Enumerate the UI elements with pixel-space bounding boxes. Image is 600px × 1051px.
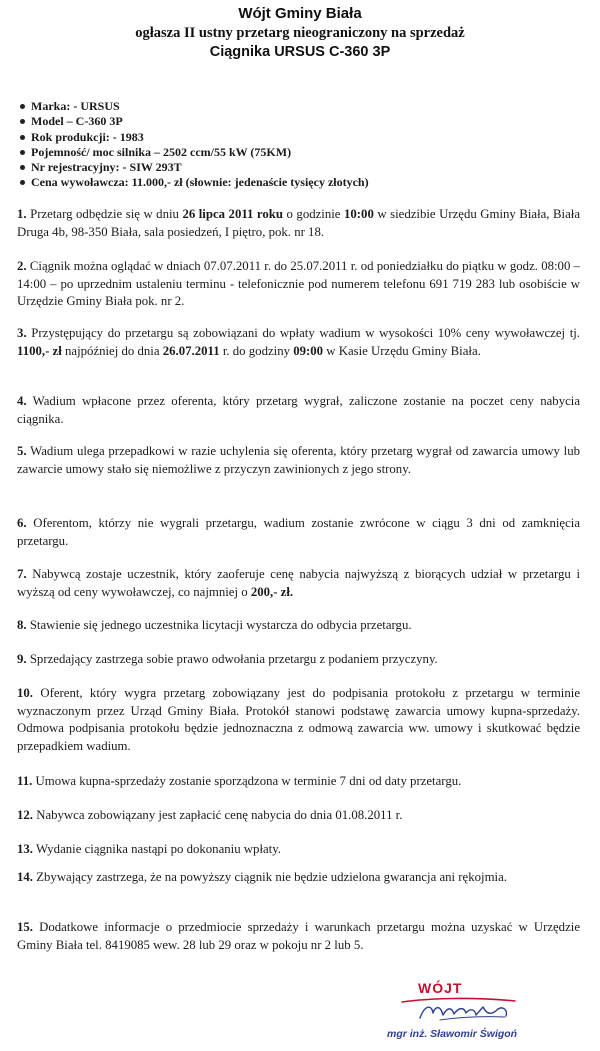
- paragraph-number: 9.: [17, 652, 27, 666]
- paragraph-2: 2. Ciągnik można oglądać w dniach 07.07.2011 r. do 25.07.2011 r. od poniedziałku do piątku w godz. 08:00 – 14:00 – po uprzednim ustaleniu terminu - telefonicznie pod numerem telefonu 691 719 283 lub osobiście w Urzędzie Gminy Biała pok. nr 2.: [17, 259, 581, 308]
- paragraph-number: 7.: [17, 567, 27, 581]
- auction-date: 26 lipca 2011 roku: [182, 207, 284, 221]
- paragraph-12: 12. Nabywca zobowiązany jest zapłacić cenę nabycia do dnia 01.08.2011 r.: [17, 808, 403, 822]
- paragraph-6: 6. Oferentom, którzy nie wygrali przetargu, wadium zostanie zwrócone w ciągu 3 dni od zamknięcia przetargu.: [17, 516, 580, 548]
- paragraph-number: 13.: [17, 842, 33, 856]
- paragraph-15: 15. Dodatkowe informacje o przedmiocie sprzedaży i warunkach przetargu można uzyskać w Urzędzie Gminy Biała tel. 8419085 wew. 28 lub 29 oraz w pokoju nr 2 lub 5.: [17, 920, 580, 952]
- paragraph-number: 15.: [17, 920, 33, 934]
- spec-item-model: Model – C-360 3P: [20, 114, 595, 129]
- paragraph-14: 14. Zbywający zastrzega, że na powyższy ciągnik nie będzie udzielona gwarancja ani rękojmia.: [17, 870, 507, 884]
- paragraph-number: 4.: [17, 394, 27, 408]
- paragraph-number: 11.: [17, 774, 33, 788]
- spec-item-brand: Marka: - URSUS: [20, 99, 595, 114]
- item-title: Ciągnika URSUS C-360 3P: [209, 44, 391, 60]
- spec-item-price: Cena wywoławcza: 11.000,- zł (słownie: jedenaście tysięcy złotych): [20, 175, 595, 190]
- spec-list: [20, 99, 595, 191]
- deposit-amount: 1100,- zł: [17, 343, 62, 358]
- paragraph-10: 10. Oferent, który wygra przetarg zobowiązany jest do podpisania protokołu z przetargu w terminie wyznaczonym przez Urząd Gminy Biała. Protokół stanowi podstawę zawarcia umowy kupna-sprzedaży. Odmowa podpisania protokołu będzie jednoznaczna z odmową zawarcia ww. umowy i skutkować będzie przepadkiem wadium.: [17, 686, 580, 753]
- spec-item-year: Rok produkcji: - 1983: [20, 130, 595, 145]
- deposit-date: 26.07.2011: [162, 343, 220, 358]
- header: [0, 4, 600, 62]
- paragraph-13: 13. Wydanie ciągnika nastąpi po dokonaniu wpłaty.: [17, 842, 281, 856]
- official-name: mgr inż. Sławomir Świgoń: [387, 1028, 518, 1040]
- paragraph-8: 8. Stawienie się jednego uczestnika licytacji wystarcza do odbycia przetargu.: [17, 618, 412, 632]
- paragraph-number: 6.: [17, 516, 27, 530]
- deposit-time: 09:00: [293, 343, 324, 358]
- paragraph-number: 5.: [17, 444, 27, 458]
- paragraph-number: 10.: [17, 686, 33, 700]
- signature-block: [380, 980, 595, 1046]
- paragraph-1: 1. Przetarg odbędzie się w dniu 26 lipca 2011 roku o godzinie 10:00 w siedzibie Urzędu Gminy Biała, Biała Druga 4b, 98-350 Biała, sala posiedzeń, I piętro, pok. nr 18.: [17, 207, 581, 239]
- spec-item-registration: Nr rejestracyjny: - SIW 293T: [20, 160, 595, 175]
- stamp-title: WÓJT: [418, 980, 463, 996]
- paragraph-number: 12.: [17, 808, 33, 822]
- paragraph-number: 1.: [17, 207, 27, 221]
- paragraph-7: 7. Nabywcą zostaje uczestnik, który zaoferuje cenę nabycia najwyższą z biorących udział w przetargu i wyższą od ceny wywoławczej, co najmniej o 200,- zł.: [17, 567, 580, 599]
- spec-item-engine: Pojemność/ moc silnika – 2502 ccm/55 kW (75KM): [20, 145, 595, 160]
- signature-icon: [380, 980, 595, 1030]
- paragraph-4: 4. Wadium wpłacone przez oferenta, który przetarg wygrał, zaliczone zostanie na poczet ceny nabycia ciągnika.: [17, 394, 581, 426]
- announcement-subtitle: ogłasza II ustny przetarg nieograniczony na sprzedaż: [135, 25, 465, 41]
- paragraph-number: 2.: [17, 259, 27, 273]
- auction-time: 10:00: [344, 207, 374, 221]
- paragraph-11: 11. Umowa kupna-sprzedaży zostanie sporządzona w terminie 7 dni od daty przetargu.: [17, 774, 462, 788]
- paragraph-number: 3.: [17, 326, 27, 340]
- paragraph-number: 14.: [17, 870, 33, 884]
- paragraph-5: 5. Wadium ulega przepadkowi w razie uchylenia się oferenta, który przetarg wygrał od zawarcia umowy lub zawarcie umowy stało się niemożliwe z przyczyn zawinionych z jego strony.: [17, 444, 581, 476]
- paragraph-number: 8.: [17, 618, 27, 632]
- minimum-increment: 200,- zł.: [250, 584, 294, 599]
- paragraph-9: 9. Sprzedający zastrzega sobie prawo odwołania przetargu z podaniem przyczyny.: [17, 652, 438, 666]
- issuer-title: Wójt Gminy Biała: [238, 5, 362, 22]
- paragraph-3: 3. Przystępujący do przetargu są zobowiązani do wpłaty wadium w wysokości 10% ceny wywoławczej tj. 1100,- zł najpóźniej do dnia 26.07.2011 r. do godziny 09:00 w Kasie Urzędu Gminy Biała.: [17, 326, 581, 358]
